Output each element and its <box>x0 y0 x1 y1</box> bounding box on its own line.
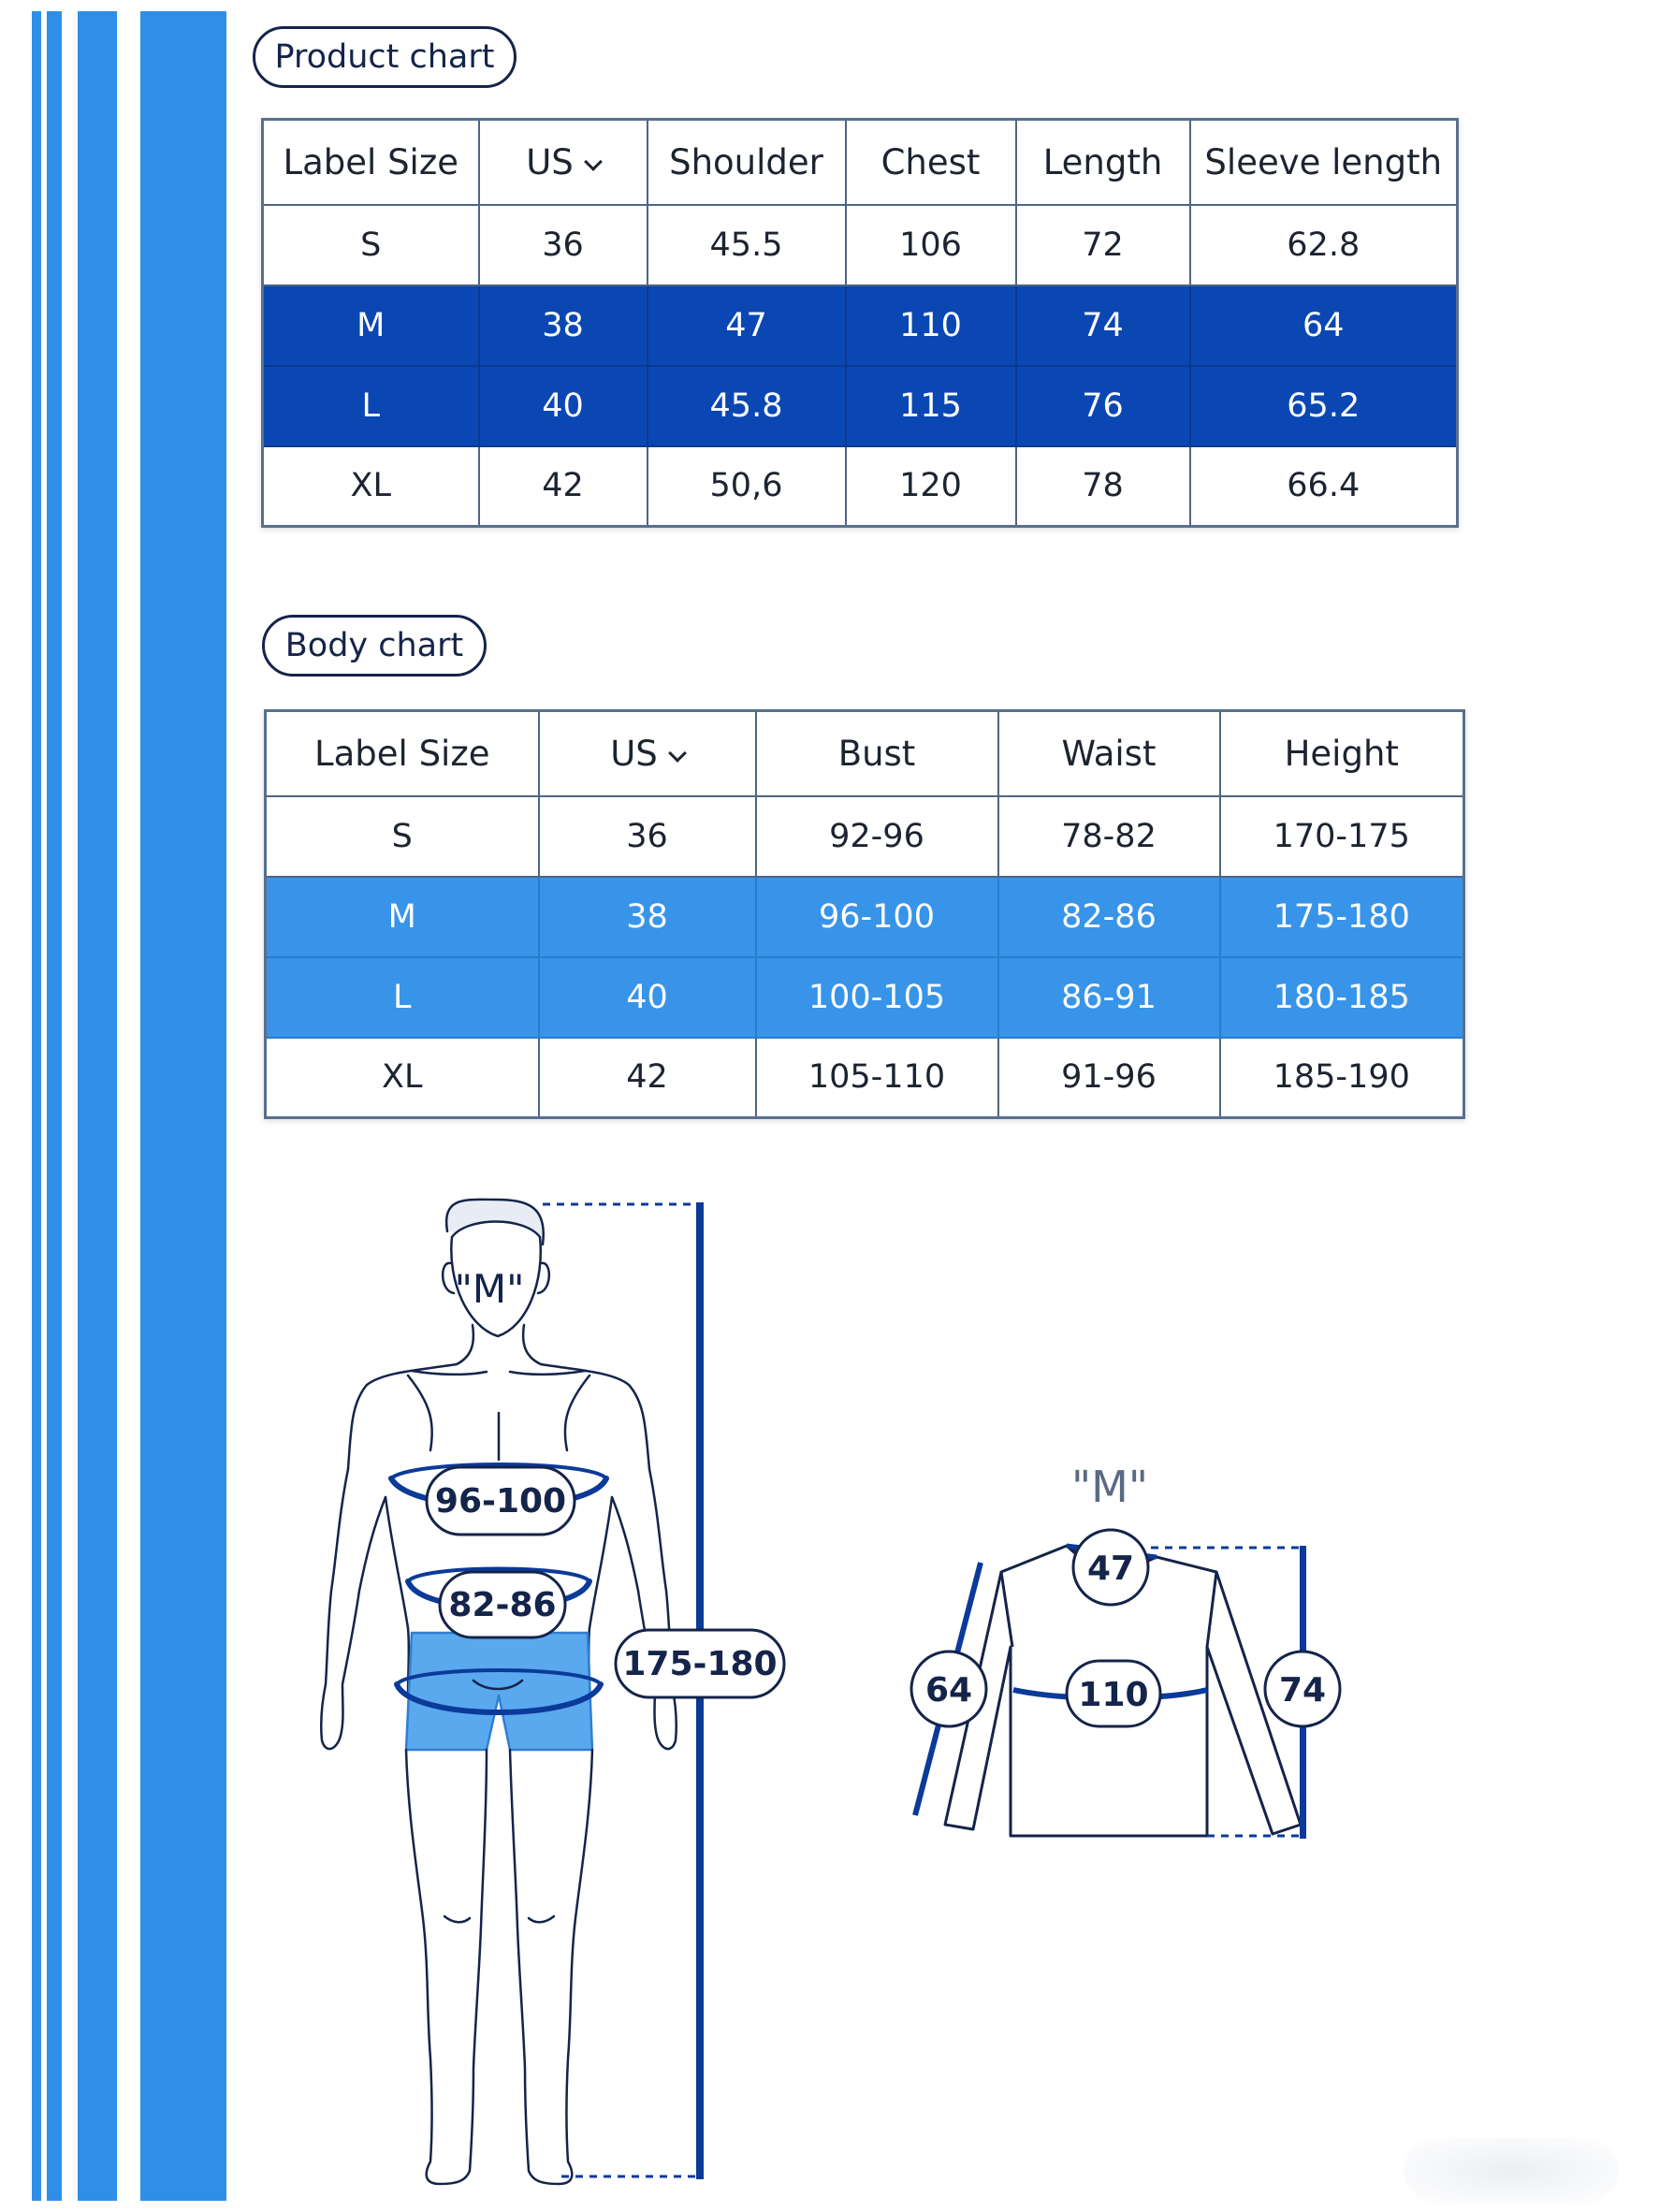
body-figure-size-label: "M" <box>454 1266 525 1312</box>
table-cell: 40 <box>539 957 756 1038</box>
table-cell: 42 <box>539 1038 756 1118</box>
table-cell: 185-190 <box>1220 1038 1464 1118</box>
table-cell: 50,6 <box>648 446 846 527</box>
length-measure-label <box>1265 1652 1340 1726</box>
table-cell: 36 <box>539 796 756 877</box>
table-cell: 38 <box>479 285 648 366</box>
table-cell: 180-185 <box>1220 957 1464 1038</box>
svg-text:175-180: 175-180 <box>622 1645 778 1683</box>
waist-measure-label <box>440 1572 565 1637</box>
column-header: Shoulder <box>648 120 846 205</box>
table-cell: 78-82 <box>998 796 1220 877</box>
column-header: Chest <box>846 120 1016 205</box>
table-cell: 36 <box>479 205 648 285</box>
table-cell: 91-96 <box>998 1038 1220 1118</box>
table-cell: 175-180 <box>1220 877 1464 957</box>
svg-text:110: 110 <box>1078 1676 1149 1714</box>
column-header: Label Size <box>263 120 479 205</box>
chest-measure-label <box>1067 1661 1160 1726</box>
table-cell: S <box>266 796 539 877</box>
table-cell: 92-96 <box>756 796 998 877</box>
table-cell: 76 <box>1016 366 1190 446</box>
table-cell: 38 <box>539 877 756 957</box>
table-cell: 45.5 <box>648 205 846 285</box>
table-cell: 106 <box>846 205 1016 285</box>
column-header: Height <box>1220 711 1464 796</box>
table-cell: 170-175 <box>1220 796 1464 877</box>
table-cell: 45.8 <box>648 366 846 446</box>
table-cell: 42 <box>479 446 648 527</box>
table-cell: 62.8 <box>1190 205 1458 285</box>
table-cell: 47 <box>648 285 846 366</box>
svg-text:64: 64 <box>924 1671 973 1710</box>
column-header: Length <box>1016 120 1190 205</box>
table-cell: 105-110 <box>756 1038 998 1118</box>
table-cell: 65.2 <box>1190 366 1458 446</box>
column-header: Waist <box>998 711 1220 796</box>
table-cell: 66.4 <box>1190 446 1458 527</box>
us-size-dropdown[interactable]: US <box>539 711 756 796</box>
column-header: Bust <box>756 711 998 796</box>
us-size-dropdown[interactable]: US <box>479 120 648 205</box>
table-cell: 74 <box>1016 285 1190 366</box>
bust-measure-label <box>427 1467 575 1535</box>
svg-text:82-86: 82-86 <box>448 1586 557 1624</box>
table-cell: 100-105 <box>756 957 998 1038</box>
table-cell: 78 <box>1016 446 1190 527</box>
product-chart-title: Product chart <box>253 26 517 88</box>
table-cell: 120 <box>846 446 1016 527</box>
table-cell: 72 <box>1016 205 1190 285</box>
table-cell: S <box>263 205 479 285</box>
body-chart-title: Body chart <box>262 615 487 677</box>
shoulder-measure-label <box>1073 1530 1148 1605</box>
table-cell: XL <box>266 1038 539 1118</box>
table-cell: 96-100 <box>756 877 998 957</box>
table-cell: 115 <box>846 366 1016 446</box>
garment-figure-size-label: "M" <box>1070 1462 1149 1512</box>
table-cell: 40 <box>479 366 648 446</box>
table-cell: 64 <box>1190 285 1458 366</box>
table-cell: 110 <box>846 285 1016 366</box>
table-cell: 82-86 <box>998 877 1220 957</box>
table-cell: L <box>266 957 539 1038</box>
table-cell: M <box>263 285 479 366</box>
svg-text:74: 74 <box>1278 1671 1327 1710</box>
sleeve-measure-label <box>911 1652 986 1726</box>
svg-text:47: 47 <box>1086 1550 1135 1588</box>
column-header: Label Size <box>266 711 539 796</box>
column-header: Sleeve length <box>1190 120 1458 205</box>
table-cell: L <box>263 366 479 446</box>
watermark-smudge <box>1404 2138 1619 2204</box>
table-cell: XL <box>263 446 479 527</box>
height-measure-label <box>616 1630 784 1697</box>
table-cell: M <box>266 877 539 957</box>
svg-text:96-100: 96-100 <box>434 1482 567 1521</box>
table-cell: 86-91 <box>998 957 1220 1038</box>
body-figure-illustration <box>321 1200 677 2184</box>
